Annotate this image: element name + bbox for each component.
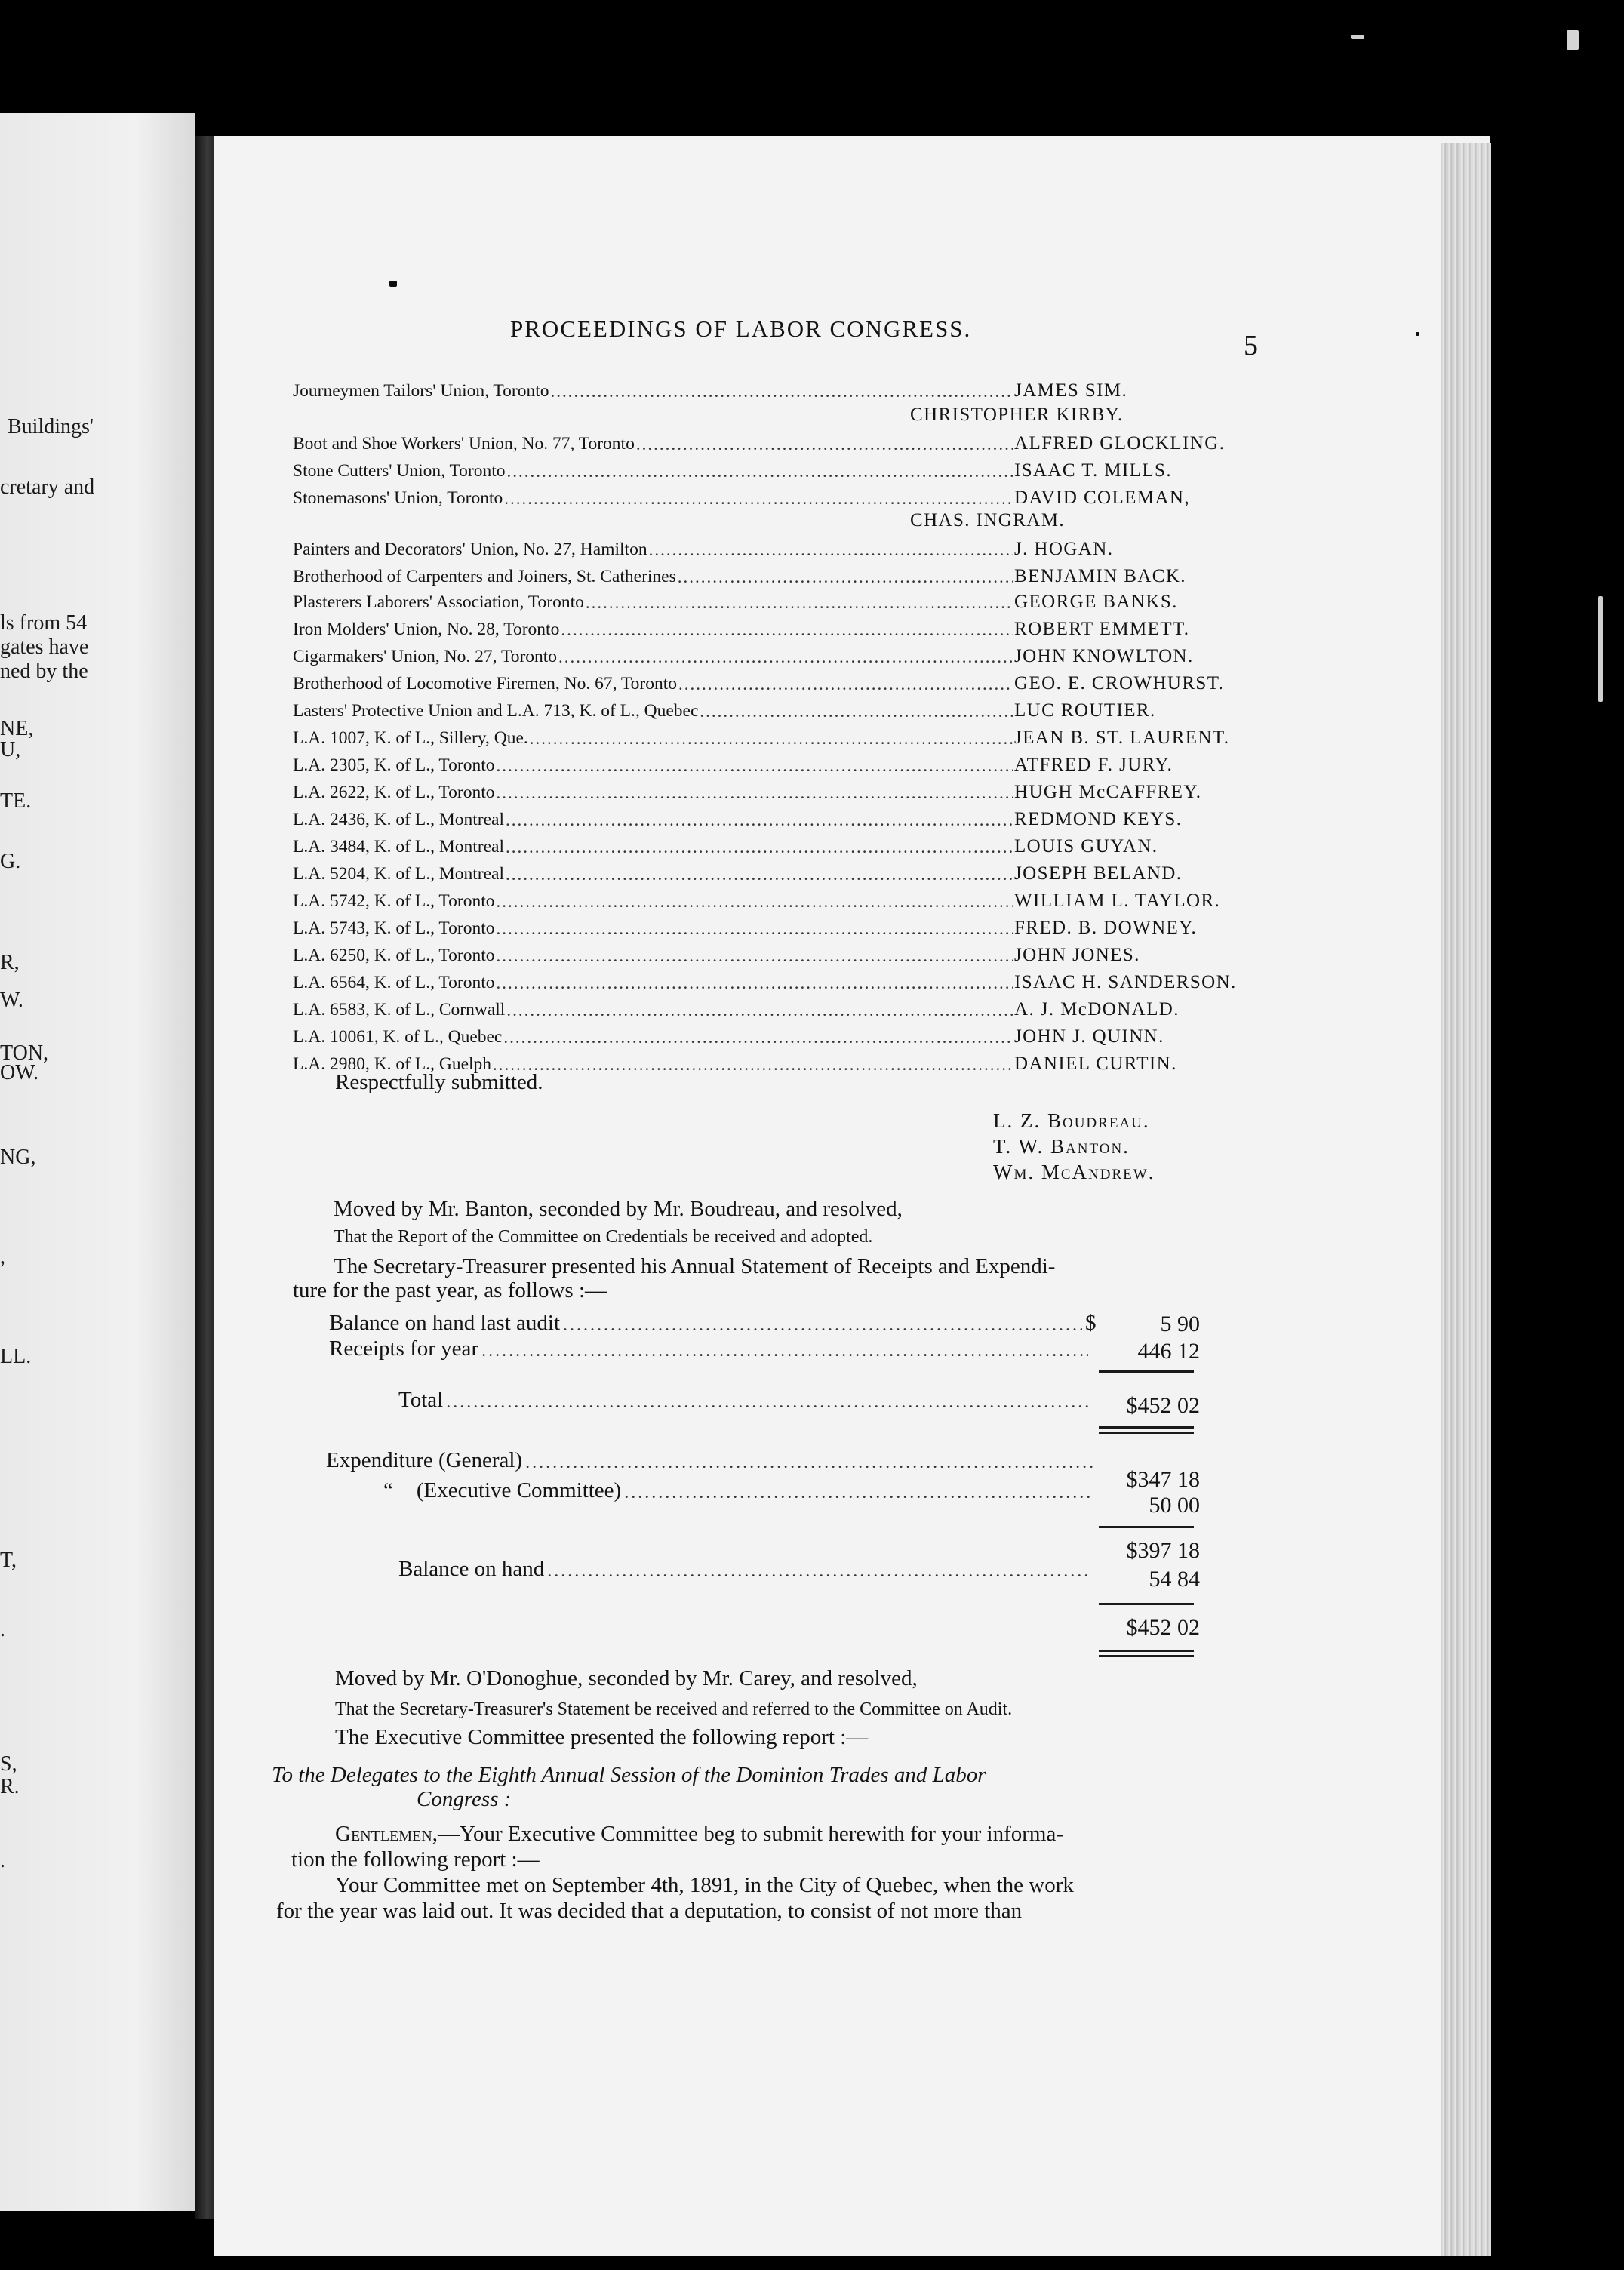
credential-row: [293, 830, 1296, 857]
credential-delegate: ROBERT EMMETT.: [1014, 619, 1190, 639]
credential-delegate: JOHN J. QUINN.: [1014, 1026, 1164, 1047]
ditto-mark: “: [383, 1478, 393, 1503]
credential-org: Journeymen Tailors' Union, Toronto: [293, 381, 549, 401]
credential-org: Plasterers Laborers' Association, Toronto: [293, 592, 584, 612]
credential-row: [293, 454, 1296, 481]
credential-delegate: FRED. B. DOWNEY.: [1014, 918, 1198, 938]
credential-org: L.A. 2436, K. of L., Montreal: [293, 810, 504, 829]
credential-delegate: JOHN KNOWLTON.: [1014, 646, 1194, 666]
credential-delegate: ALFRED GLOCKLING.: [1014, 433, 1226, 454]
account-label: Balance on hand: [398, 1557, 545, 1581]
credential-org: Stone Cutters' Union, Toronto: [293, 461, 506, 481]
credential-row: [293, 586, 1296, 613]
credential-row: [293, 374, 1296, 401]
left-page-fragment: NG,: [0, 1146, 36, 1169]
motion-moved: Moved by Mr. O'Donoghue, seconded by Mr. Carey, and resolved,: [335, 1666, 918, 1690]
sum-rule: [1099, 1526, 1194, 1528]
page-edge-stack: [1441, 143, 1491, 2256]
account-row: [398, 1384, 1093, 1413]
credential-row: [293, 966, 1296, 993]
credential-org: L.A. 5743, K. of L., Toronto: [293, 918, 495, 938]
credential-row: [293, 857, 1296, 884]
exec-intro: The Executive Committee presented the following report :—: [335, 1725, 869, 1749]
credential-delegate: LOUIS GUYAN.: [1014, 836, 1158, 857]
left-page-fragment: G.: [0, 850, 21, 873]
left-page-fragment: LL.: [0, 1345, 32, 1368]
leader-dots: [504, 489, 1013, 509]
credential-delegate: JOHN JONES.: [1014, 945, 1140, 965]
credential-row: [293, 721, 1296, 749]
account-amount: 5 90: [1160, 1312, 1200, 1336]
left-page-fragment: W.: [0, 989, 23, 1012]
report-text: for the year was laid out. It was decided that a deputation, to consist of not more than: [276, 1899, 1023, 1923]
credential-org: L.A. 6250, K. of L., Toronto: [293, 946, 495, 965]
leader-dots: [700, 702, 1013, 721]
ink-speck: [1598, 596, 1603, 702]
credential-delegate: JAMES SIM.: [1014, 380, 1128, 401]
credential-row: [293, 993, 1296, 1020]
left-page-fragment: T,: [0, 1549, 17, 1572]
account-amount: 446 12: [1137, 1339, 1200, 1364]
running-head: PROCEEDINGS OF LABOR CONGRESS.: [510, 315, 972, 342]
leader-dots: [481, 1341, 1088, 1361]
credential-org: L.A. 2622, K. of L., Toronto: [293, 783, 495, 802]
leader-dots: [525, 1453, 1093, 1473]
double-rule: [1099, 1650, 1194, 1652]
address-heading: Congress :: [417, 1787, 512, 1811]
leader-dots: [530, 729, 1013, 749]
treasurer-intro: ture for the past year, as follows :—: [293, 1278, 607, 1303]
leader-dots: [503, 1028, 1013, 1047]
report-text: —Your Executive Committee beg to submit herewith for your informa-: [437, 1822, 1063, 1846]
credential-delegate: CHRISTOPHER KIRBY.: [910, 404, 1124, 425]
credential-delegate: LUC ROUTIER.: [1014, 700, 1156, 721]
credential-row: [293, 560, 1296, 587]
credential-delegate: HUGH McCAFFREY.: [1014, 782, 1202, 802]
sum-rule: [1099, 1603, 1194, 1605]
credential-org: L.A. 6583, K. of L., Cornwall: [293, 1000, 506, 1020]
leader-dots: [506, 810, 1013, 830]
account-total: $452 02: [1126, 1615, 1200, 1640]
credential-row: [293, 1020, 1296, 1047]
credential-delegate: ISAAC T. MILLS.: [1014, 460, 1172, 481]
left-page-fragment: ls from 54: [0, 611, 88, 635]
credential-row: [293, 803, 1296, 830]
leader-dots: [649, 540, 1013, 560]
credential-org: L.A. 3484, K. of L., Montreal: [293, 837, 504, 857]
treasurer-intro: The Secretary-Treasurer presented his Annual Statement of Receipts and Expendi-: [334, 1254, 1056, 1278]
credential-delegate: JOSEPH BELAND.: [1014, 863, 1183, 884]
leader-dots: [497, 783, 1013, 803]
credential-row: [293, 939, 1296, 966]
ink-speck: [1416, 332, 1419, 336]
leader-dots: [497, 756, 1013, 776]
credential-org: L.A. 5204, K. of L., Montreal: [293, 864, 504, 884]
account-row: [383, 1475, 1096, 1503]
signatory: T. W. Banton.: [993, 1135, 1130, 1158]
leader-dots: [678, 675, 1013, 694]
credential-org: Brotherhood of Carpenters and Joiners, St. Catherines: [293, 567, 676, 586]
leader-dots: [493, 1055, 1013, 1075]
address-heading: To the Delegates to the Eighth Annual Session of the Dominion Trades and Labor: [272, 1763, 986, 1787]
credential-delegate: BENJAMIN BACK.: [1014, 566, 1186, 586]
motion-resolution: That the Secretary-Treasurer's Statement be received and referred to the Committee on Audit.: [335, 1699, 1013, 1719]
dollar-sign: $: [1085, 1311, 1097, 1335]
credential-row: [293, 776, 1296, 803]
left-page-fragment: cretary and: [0, 475, 95, 499]
credential-delegate: ISAAC H. SANDERSON.: [1014, 972, 1237, 992]
leader-dots: [506, 838, 1013, 857]
leader-dots: [497, 919, 1013, 939]
credential-org: Cigarmakers' Union, No. 27, Toronto: [293, 647, 558, 666]
credential-row: [293, 912, 1296, 939]
submitted-line: Respectfully submitted.: [335, 1070, 543, 1094]
credential-row: [293, 613, 1296, 640]
ink-speck: [389, 281, 397, 287]
leader-dots: [678, 568, 1013, 587]
leader-dots: [624, 1483, 1093, 1503]
left-page-fragment: Buildings': [8, 415, 94, 438]
leader-dots: [561, 620, 1013, 640]
account-subtotal: $397 18: [1126, 1538, 1200, 1563]
ink-speck: [1567, 30, 1579, 50]
report-text: Your Committee met on September 4th, 1891, in the City of Quebec, when the work: [335, 1873, 1074, 1897]
left-page-fragment: NE,: [0, 717, 34, 740]
credential-org: Boot and Shoe Workers' Union, No. 77, Toronto: [293, 434, 635, 454]
signatory: Wm. McAndrew.: [993, 1161, 1155, 1183]
credential-org: L.A. 2980, K. of L., Guelph: [293, 1054, 492, 1074]
leader-dots: [551, 382, 1013, 401]
account-row: [398, 1553, 1093, 1582]
credential-row: [293, 481, 1296, 509]
motion-moved: Moved by Mr. Banton, seconded by Mr. Boudreau, and resolved,: [334, 1197, 903, 1221]
credential-row: [293, 694, 1296, 721]
motion-resolution: That the Report of the Committee on Credentials be received and adopted.: [334, 1227, 873, 1247]
leader-dots: [497, 892, 1013, 912]
credential-org: L.A. 1007, K. of L., Sillery, Que.: [293, 728, 528, 748]
sum-rule: [1099, 1370, 1194, 1373]
salutation: Gentlemen,: [335, 1822, 438, 1846]
leader-dots: [506, 865, 1013, 884]
ink-speck: [1351, 35, 1364, 39]
credential-org: Painters and Decorators' Union, No. 27, Hamilton: [293, 540, 647, 559]
double-rule: [1099, 1426, 1194, 1429]
leader-dots: [586, 593, 1013, 613]
credential-org: Brotherhood of Locomotive Firemen, No. 67, Toronto: [293, 674, 677, 694]
account-amount: $347 18: [1126, 1467, 1200, 1492]
credential-row: [293, 427, 1296, 454]
account-amount: 50 00: [1149, 1493, 1200, 1518]
leader-dots: [446, 1392, 1090, 1413]
account-row: [326, 1444, 1096, 1473]
credential-delegate: WILLIAM L. TAYLOR.: [1014, 890, 1221, 911]
page-number: 5: [1244, 330, 1258, 361]
left-page-fragment: TON,: [0, 1041, 49, 1065]
account-label: Receipts for year: [329, 1336, 479, 1361]
left-page-fragment: U,: [0, 738, 21, 761]
double-rule: [1099, 1655, 1194, 1657]
account-label: (Executive Committee): [416, 1478, 622, 1503]
credential-delegate: A. J. McDONALD.: [1014, 999, 1180, 1020]
credential-delegate: J. HOGAN.: [1014, 539, 1114, 559]
leader-dots: [506, 1001, 1013, 1020]
leader-dots: [547, 1561, 1090, 1582]
left-page-fragment: OW.: [0, 1061, 39, 1084]
account-row: [329, 1307, 1099, 1336]
account-label: Total: [398, 1388, 444, 1412]
credential-row: [293, 667, 1296, 694]
credential-delegate: ATFRED F. JURY.: [1014, 755, 1173, 775]
credential-delegate: DAVID COLEMAN,: [1014, 488, 1191, 508]
left-page-fragment: ,: [0, 1245, 5, 1269]
left-page-fragment: R,: [0, 951, 20, 974]
credential-delegate: JEAN B. ST. LAURENT.: [1014, 727, 1230, 748]
left-page-fragment: TE.: [0, 789, 32, 813]
credential-delegate: CHAS. INGRAM.: [910, 510, 1066, 531]
leader-dots: [497, 946, 1013, 966]
leader-dots: [507, 462, 1013, 481]
left-page-fragment: R.: [0, 1775, 20, 1798]
left-page-fragment: .: [0, 1849, 5, 1872]
leader-dots: [558, 647, 1013, 667]
credential-org: Lasters' Protective Union and L.A. 713, K. of L., Quebec: [293, 701, 699, 721]
credential-org: L.A. 5742, K. of L., Toronto: [293, 891, 495, 911]
credential-row: [293, 884, 1296, 912]
credential-row: [293, 749, 1296, 776]
credential-org: Iron Molders' Union, No. 28, Toronto: [293, 620, 560, 639]
double-rule: [1099, 1432, 1194, 1434]
credential-row: [293, 533, 1296, 560]
leader-dots: [636, 435, 1013, 454]
left-page-fragment: ned by the: [0, 660, 88, 683]
report-text: tion the following report :—: [291, 1847, 540, 1872]
left-page-fragment: .: [0, 1618, 5, 1641]
credential-delegate: DANIEL CURTIN.: [1014, 1053, 1177, 1074]
credential-delegate: GEORGE BANKS.: [1014, 592, 1178, 612]
report-paragraph: [335, 1822, 1063, 1847]
credential-row: [293, 640, 1296, 667]
credential-delegate: REDMOND KEYS.: [1014, 809, 1183, 829]
left-page-margin: [0, 113, 195, 2211]
credential-org: L.A. 6564, K. of L., Toronto: [293, 973, 495, 992]
account-amount: 54 84: [1149, 1567, 1200, 1592]
leader-dots: [497, 974, 1013, 993]
account-label: Balance on hand last audit: [329, 1311, 561, 1335]
left-page-fragment: S,: [0, 1752, 17, 1776]
account-row: [329, 1333, 1091, 1361]
account-label: Expenditure (General): [326, 1448, 523, 1472]
credential-org: L.A. 10061, K. of L., Quebec: [293, 1027, 503, 1047]
signatory: L. Z. Boudreau.: [993, 1109, 1150, 1132]
credential-org: Stonemasons' Union, Toronto: [293, 488, 503, 508]
credential-delegate: GEO. E. CROWHURST.: [1014, 673, 1225, 694]
account-total: $452 02: [1126, 1393, 1200, 1418]
left-page-fragment: gates have: [0, 635, 89, 659]
credential-org: L.A. 2305, K. of L., Toronto: [293, 755, 495, 775]
